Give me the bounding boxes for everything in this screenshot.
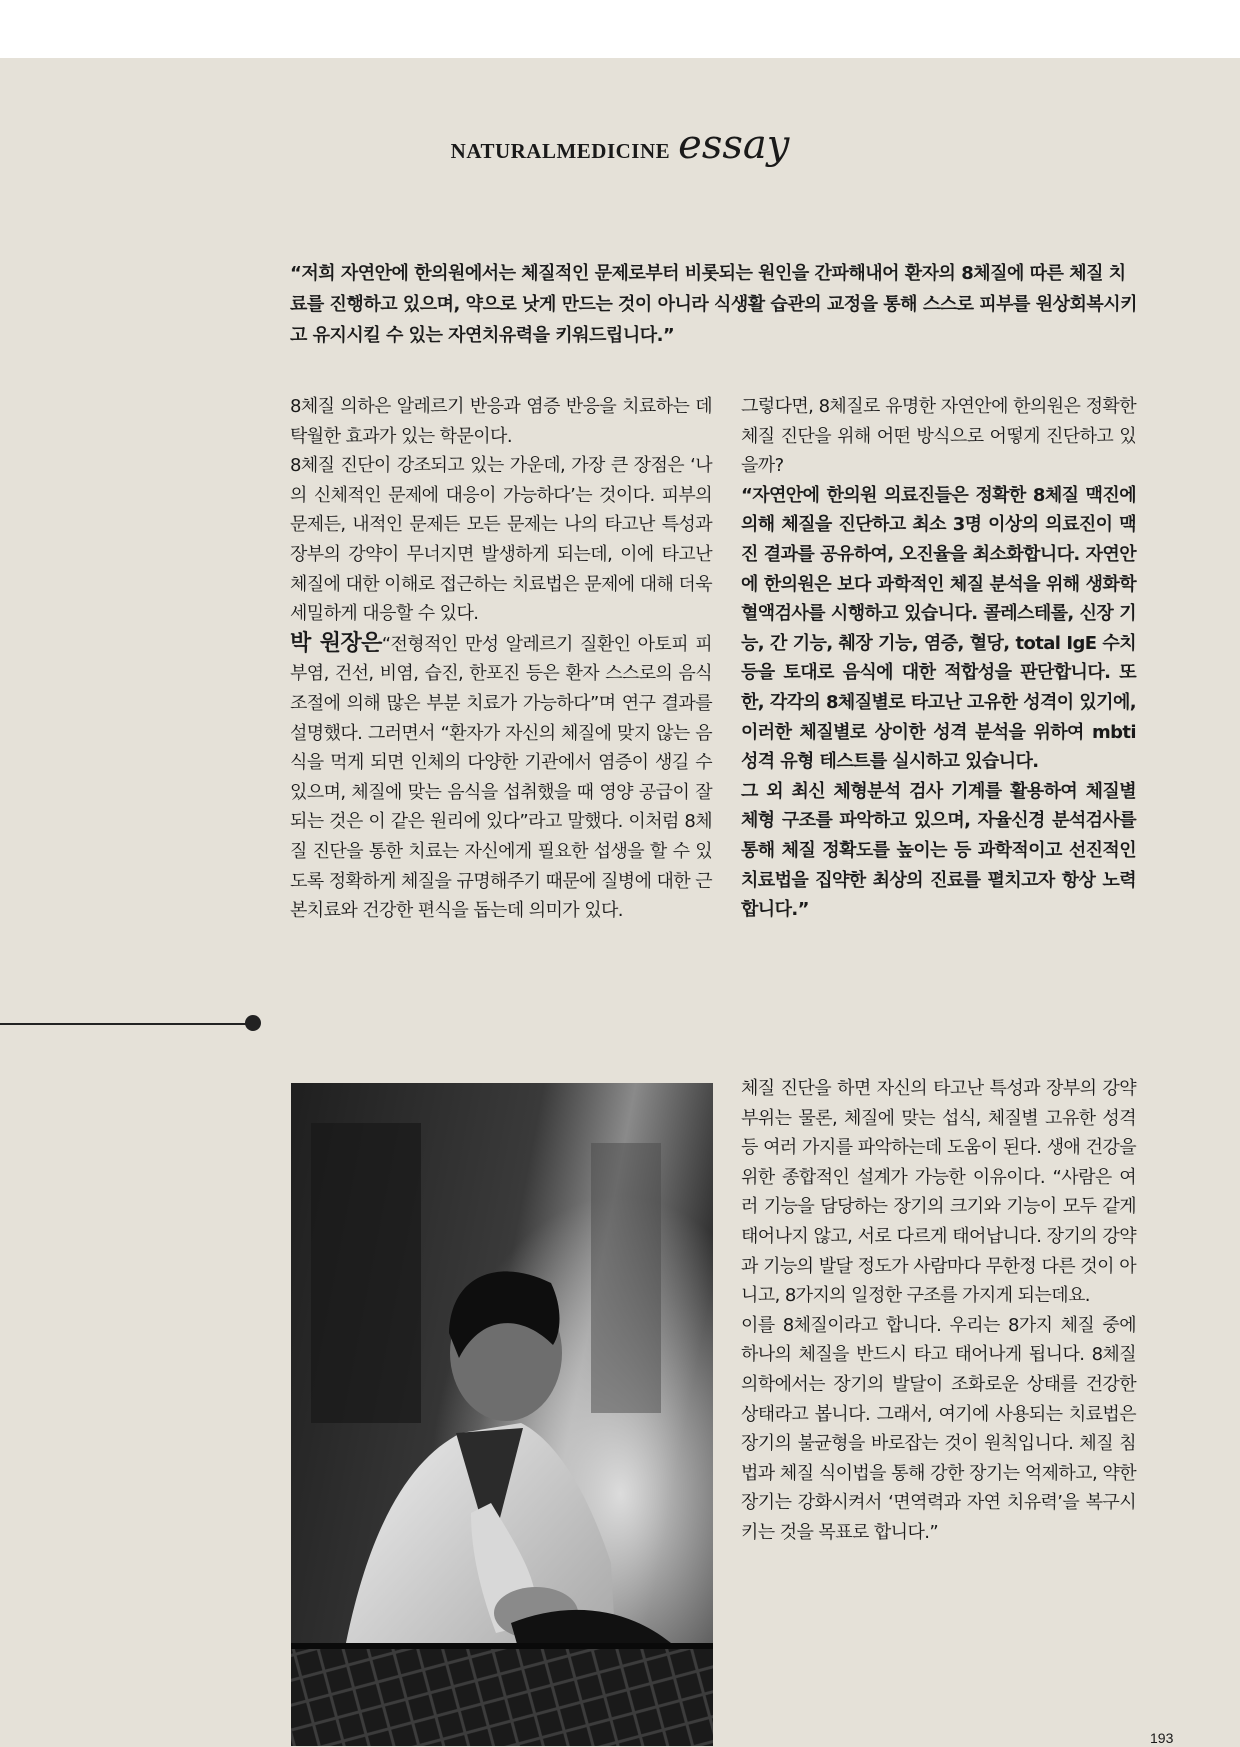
divider-line <box>0 1023 248 1025</box>
magazine-page <box>0 58 1240 1747</box>
interview-lead: 박 원장은 <box>290 630 382 656</box>
magazine-brand: NATURALMEDICINE <box>450 139 671 163</box>
section-title: essay <box>678 122 790 168</box>
left-paragraph-3-body: “전형적인 만성 알레르기 질환인 아토피 피부염, 건선, 비염, 습진, 한포진 등은 환자 스스로의 음식 조절에 의해 많은 부분 치료가 가능하다”며 연구 결과를 설명했다. 그러면서 “환자가 자신의 체질에 맞지 않는 음식을 먹게 되면 인체의 다양한 기관에서 염증이 생길 수 있으며, 체질에 맞는 음식을 섭취했을 때 영양 공급이 잘 되는 것은 이 같은 원리에 있다”라고 말했다. 이처럼 8체질 진단을 통한 치료는 자신에게 필요한 섭생을 할 수 있도록 정확하게 체질을 규명해주기 때문에 질병에 대한 근본치료와 건강한 편식을 돕는데 의미가 있다. <box>290 633 713 922</box>
photo-illustration <box>291 1083 713 1746</box>
divider-dot <box>245 1015 261 1031</box>
left-paragraph-1: 8체질 의하은 알레르기 반응과 염증 반응을 치료하는 데 탁월한 효과가 있는 학문이다. <box>290 396 712 447</box>
left-paragraph-3 <box>290 629 712 926</box>
right-top-quote-2: 그 외 최신 체형분석 검사 기계를 활용하여 체질별 체형 구조를 파악하고 있으며, 자율신경 분석검사를 통해 체질 정확도를 높이는 등 과학적이고 선진적인 치료법을 집약한 최상의 진료를 펼치고자 항상 노력합니다.” <box>741 780 1136 921</box>
left-column <box>290 392 712 926</box>
doctor-treatment-photo <box>291 1083 713 1746</box>
right-top-paragraph-1: 그렇다면, 8체질로 유명한 자연안에 한의원은 정확한 체질 진단을 위해 어떤 방식으로 어떻게 진단하고 있을까? <box>741 396 1136 477</box>
right-top-quote-1: “자연안에 한의원 의료진들은 정확한 8체질 맥진에 의해 체질을 진단하고 최소 3명 이상의 의료진이 맥진 결과를 공유하여, 오진율을 최소화합니다. 자연안에 한의원은 보다 과학적인 체질 분석을 위해 생화학 혈액검사를 시행하고 있습니다. 콜레스테롤, 신장 기능, 간 기능, 췌장 기능, 염증, 혈당, total IgE 수치 등을 토대로 음식에 대한 적합성을 판단합니다. 또한, 각각의 8체질별로 타고난 고유한 성격이 있기에, 이러한 체질별로 상이한 성격 분석을 위하여 mbti 성격 유형 테스트를 실시하고 있습니다. <box>741 484 1136 773</box>
right-column-bottom <box>741 1074 1136 1548</box>
right-bottom-paragraph-1: 체질 진단을 하면 자신의 타고난 특성과 장부의 강약 부위는 물론, 체질에 맞는 섭식, 체질별 고유한 성격 등 여러 가지를 파악하는데 도움이 된다. 생애 건강을 위한 종합적인 설계가 가능한 이유이다. “사람은 여러 기능을 담당하는 장기의 크기와 기능이 모두 같게 태어나지 않고, 서로 다르게 태어납니다. 장기의 강약과 기능의 발달 정도가 사람마다 무한정 다른 것이 아니고, 8가지의 일정한 구조를 가지게 되는데요. <box>741 1078 1136 1307</box>
page-header <box>0 122 1240 168</box>
pull-quote: “저희 자연안에 한의원에서는 체질적인 문제로부터 비롯되는 원인을 간파해내어 환자의 8체질에 따른 체질 치료를 진행하고 있으며, 약으로 낫게 만드는 것이 아니라 식생활 습관의 교정을 통해 스스로 피부를 원상회복시키고 유지시킬 수 있는 자연치유력을 키워드립니다.” <box>290 263 1138 346</box>
page-number: 193 <box>1150 1730 1174 1746</box>
right-bottom-paragraph-2: 이를 8체질이라고 합니다. 우리는 8가지 체질 중에 하나의 체질을 반드시 타고 태어나게 됩니다. 8체질 의학에서는 장기의 발달이 조화로운 상태를 건강한 상태라고 봅니다. 그래서, 여기에 사용되는 치료법은 장기의 불균형을 바로잡는 것이 원칙입니다. 체질 침법과 체질 식이법을 통해 강한 장기는 억제하고, 약한 장기는 강화시켜서 ‘면역력과 자연 치유력’을 복구시키는 것을 목표로 합니다.” <box>741 1314 1136 1543</box>
left-paragraph-2: 8체질 진단이 강조되고 있는 가운데, 가장 큰 장점은 ‘나의 신체적인 문제에 대응이 가능하다’는 것이다. 피부의 문제든, 내적인 문제든 모든 문제는 나의 타고난 특성과 장부의 강약이 무너지면 발생하게 되는데, 이에 타고난 체질에 대한 이해로 접근하는 치료법은 문제에 대해 더욱 세밀하게 대응할 수 있다. <box>290 455 712 625</box>
right-column-top <box>741 392 1136 925</box>
